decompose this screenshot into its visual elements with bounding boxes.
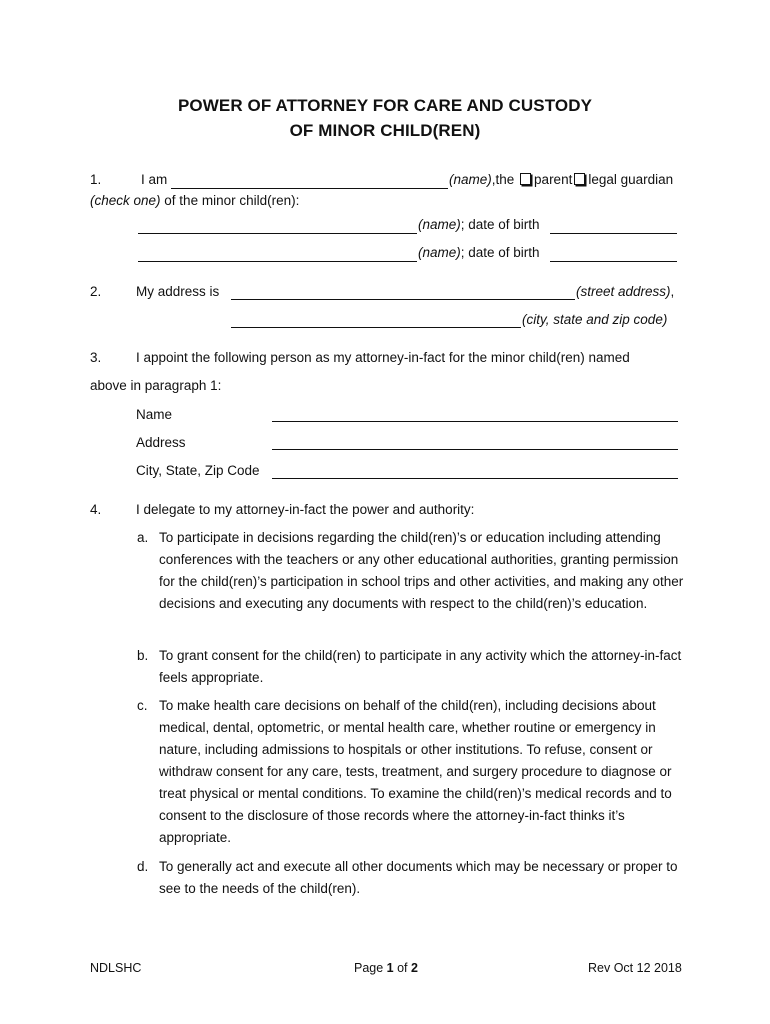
page-word: Page [354,961,387,975]
attorney-name-field[interactable] [272,421,678,422]
attorney-address-label: Address [136,435,186,450]
legal-guardian-checkbox[interactable] [574,173,585,185]
city-state-zip-field[interactable] [231,327,521,328]
child-2-dob-label: ; date of birth [460,245,540,260]
name-hint: (name) [449,172,492,187]
section-3-text: I appoint the following person as my attorney-in-fact for the minor child(ren) named [136,350,630,365]
current-page: 1 [386,961,394,975]
child-1-name-field[interactable] [138,233,417,234]
the-text: ,the [491,172,519,187]
item-b-text: To grant consent for the child(ren) to participate in any activity which the attorney-in-fact feels appropriate. [159,648,682,685]
section-2-number: 2. [90,284,102,299]
section-4-number: 4. [90,502,102,517]
total-pages: 2 [411,961,418,975]
of-minor-text: of the minor child(ren): [160,193,300,208]
attorney-city-label: City, State, Zip Code [136,463,260,478]
section-3-text-cont: above in paragraph 1: [90,378,222,393]
i-am-label: I am [141,172,168,187]
attorney-city-field[interactable] [272,478,678,479]
attorney-address-field[interactable] [272,449,678,450]
item-a-letter: a. [137,530,149,545]
section-3-number: 3. [90,350,102,365]
item-a-text: To participate in decisions regarding the child(ren)’s or education including attending conferences with the teachers or any other educational authorities, granting permission for the child(ren)’s participation in school trips and other activities, and making any other decisions and executing any documents with respect to the child(ren)’s education. [159,530,684,611]
section-4-text: I delegate to my attorney-in-fact the power and authority: [136,502,475,517]
city-state-zip-hint: (city, state and zip code) [522,312,668,327]
footer-page-number [354,961,418,975]
footer-revision: Rev Oct 12 2018 [588,961,682,975]
child-2-dob-field[interactable] [550,261,677,262]
child-1-dob-field[interactable] [550,233,677,234]
legal-guardian-label: legal guardian [588,172,674,187]
check-one-hint: (check one) [90,193,161,208]
parent-checkbox[interactable] [520,173,531,185]
street-address-hint: (street address) [576,284,671,299]
of-word: of [393,961,411,975]
street-address-labels [576,284,674,300]
child-1-dob-label: ; date of birth [460,217,540,232]
city-hint-wrap [522,312,667,328]
item-d-letter: d. [137,859,149,874]
child-2-labels [418,245,540,261]
address-label: My address is [136,284,220,299]
attorney-name-label: Name [136,407,173,422]
document-title-line2: OF MINOR CHILD(REN) [289,121,481,140]
item-c-letter: c. [137,698,148,713]
document-title: POWER OF ATTORNEY FOR CARE AND CUSTODY [177,96,593,115]
parent-name-field[interactable] [171,188,448,189]
parent-label: parent [534,172,573,187]
item-d-text: To generally act and execute all other documents which may be necessary or proper to see to the needs of the child(ren). [159,859,678,896]
footer-org: NDLSHC [90,961,142,975]
section-1-number: 1. [90,172,102,187]
child-2-name-field[interactable] [138,261,417,262]
street-address-field[interactable] [231,299,575,300]
section-1-checkbox-row [449,172,673,188]
child-1-name-hint: (name) [418,217,461,232]
child-1-labels [418,217,540,233]
item-c-text: To make health care decisions on behalf of the child(ren), including decisions about medical, dental, optometric, or mental health care, whether routine or emergency in nature, including admissions to hospitals or other institutions. To refuse, consent or withdraw consent for any care, tests, treatment, and surgery procedure to diagnose or treat physical or mental conditions. To examine the child(ren)’s medical records and to consent to the disclosure of those records where the attorney-in-fact thinks it’s appropriate. [159,698,672,845]
check-one-line [90,193,299,209]
street-comma: , [670,284,675,299]
item-b-letter: b. [137,648,149,663]
child-2-name-hint: (name) [418,245,461,260]
